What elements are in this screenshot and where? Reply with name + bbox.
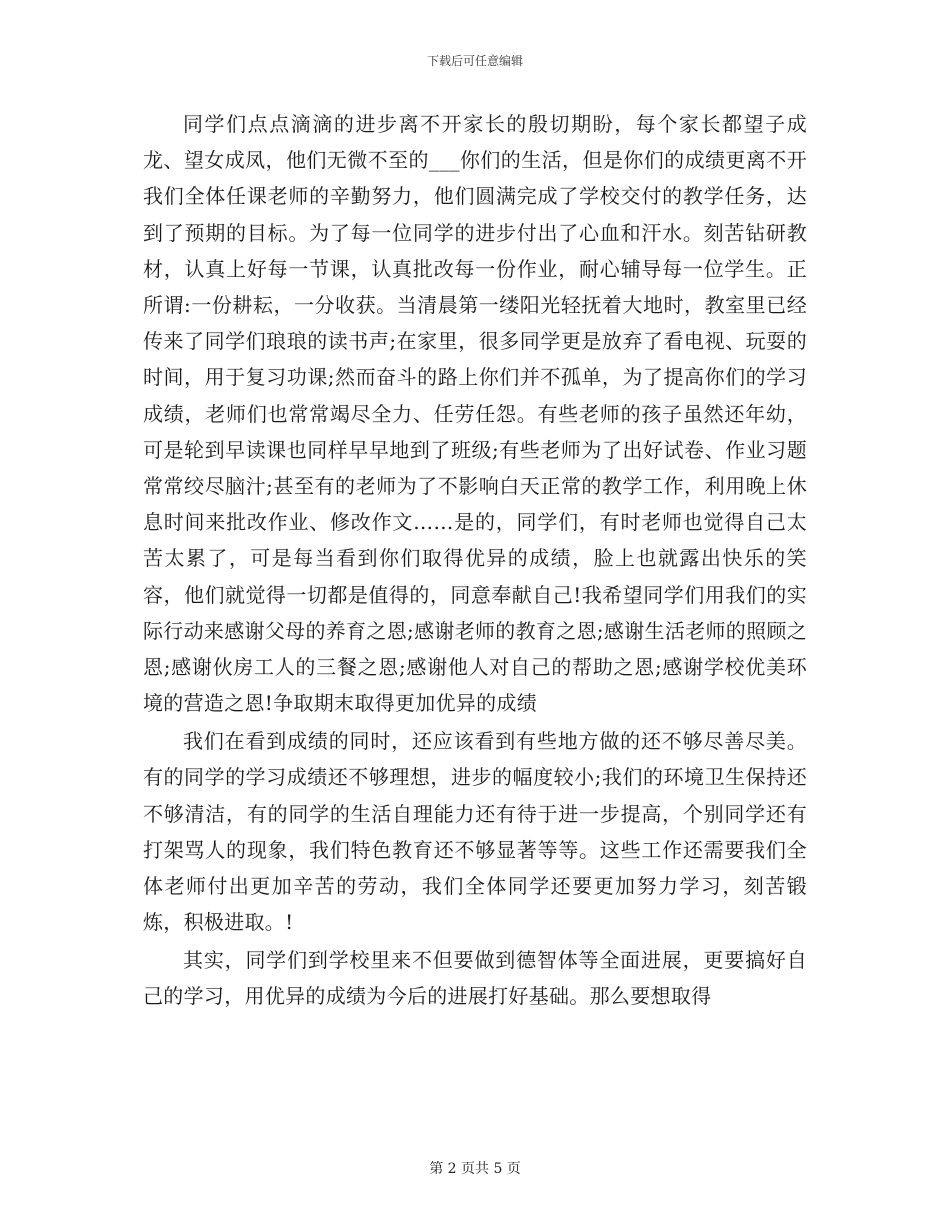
page-header: 下载后可任意编辑 (426, 54, 523, 68)
paragraph-study: 其实，同学们到学校里来不但要做到德智体等全面进展，更要搞好自己的学习，用优异的成绩为今后的进展打好基础。那么要想取得 (143, 948, 807, 1009)
page-number: 第 2 页共 5 页 (429, 1161, 521, 1177)
paragraph-gratitude: 同学们点点滴滴的进步离不开家长的殷切期盼，每个家长都望子成龙、望女成凤，他们无微不至的___你们的生活，但是你们的成绩更离不开我们全体任课老师的辛勤努力，他们圆满完成了学校交付的教学任务，达到了预期的目标。为了每一位同学的进步付出了心血和汗水。刻苦钻研教材，认真上好每一节课，认真批改每一份作业，耐心辅导每一位学生。正所谓:一份耕耘，一分收获。当清晨第一缕阳光轻抚着大地时，教室里已经传来了同学们琅琅的读书声;在家里，很多同学更是放弃了看电视、玩耍的时间，用于复习功课;然而奋斗的路上你们并不孤单，为了提高你们的学习成绩，老师们也常常竭尽全力、任劳任怨。有些老师的孩子虽然还年幼，可是轮到早读课也同样早早地到了班级;有些老师为了出好试卷、作业习题常常绞尽脑汁;甚至有的老师为了不影响白天正常的教学工作，利用晚上休息时间来批改作业、修改作文……是的，同学们，有时老师也觉得自己太苦太累了，可是每当看到你们取得优异的成绩，脸上也就露出快乐的笑容，他们就觉得一切都是值得的，同意奉献自己!我希望同学们用我们的实际行动来感谢父母的养育之恩;感谢老师的教育之恩;感谢生活老师的照顾之恩;感谢伙房工人的三餐之恩;感谢他人对自己的帮助之恩;感谢学校优美环境的营造之恩!争取期末取得更加优异的成绩 (143, 112, 807, 716)
document-body (143, 106, 807, 1016)
paragraph-shortcomings: 我们在看到成绩的同时，还应该看到有些地方做的还不够尽善尽美。有的同学的学习成绩还不够理想，进步的幅度较小;我们的环境卫生保持还不够清洁，有的同学的生活自理能力还有待于进一步提高，个别同学还有打架骂人的现象，我们特色教育还不够显著等等。这些工作还需要我们全体老师付出更加辛苦的劳动，我们全体同学还要更加努力学习，刻苦锻炼，积极进取。! (143, 729, 807, 935)
